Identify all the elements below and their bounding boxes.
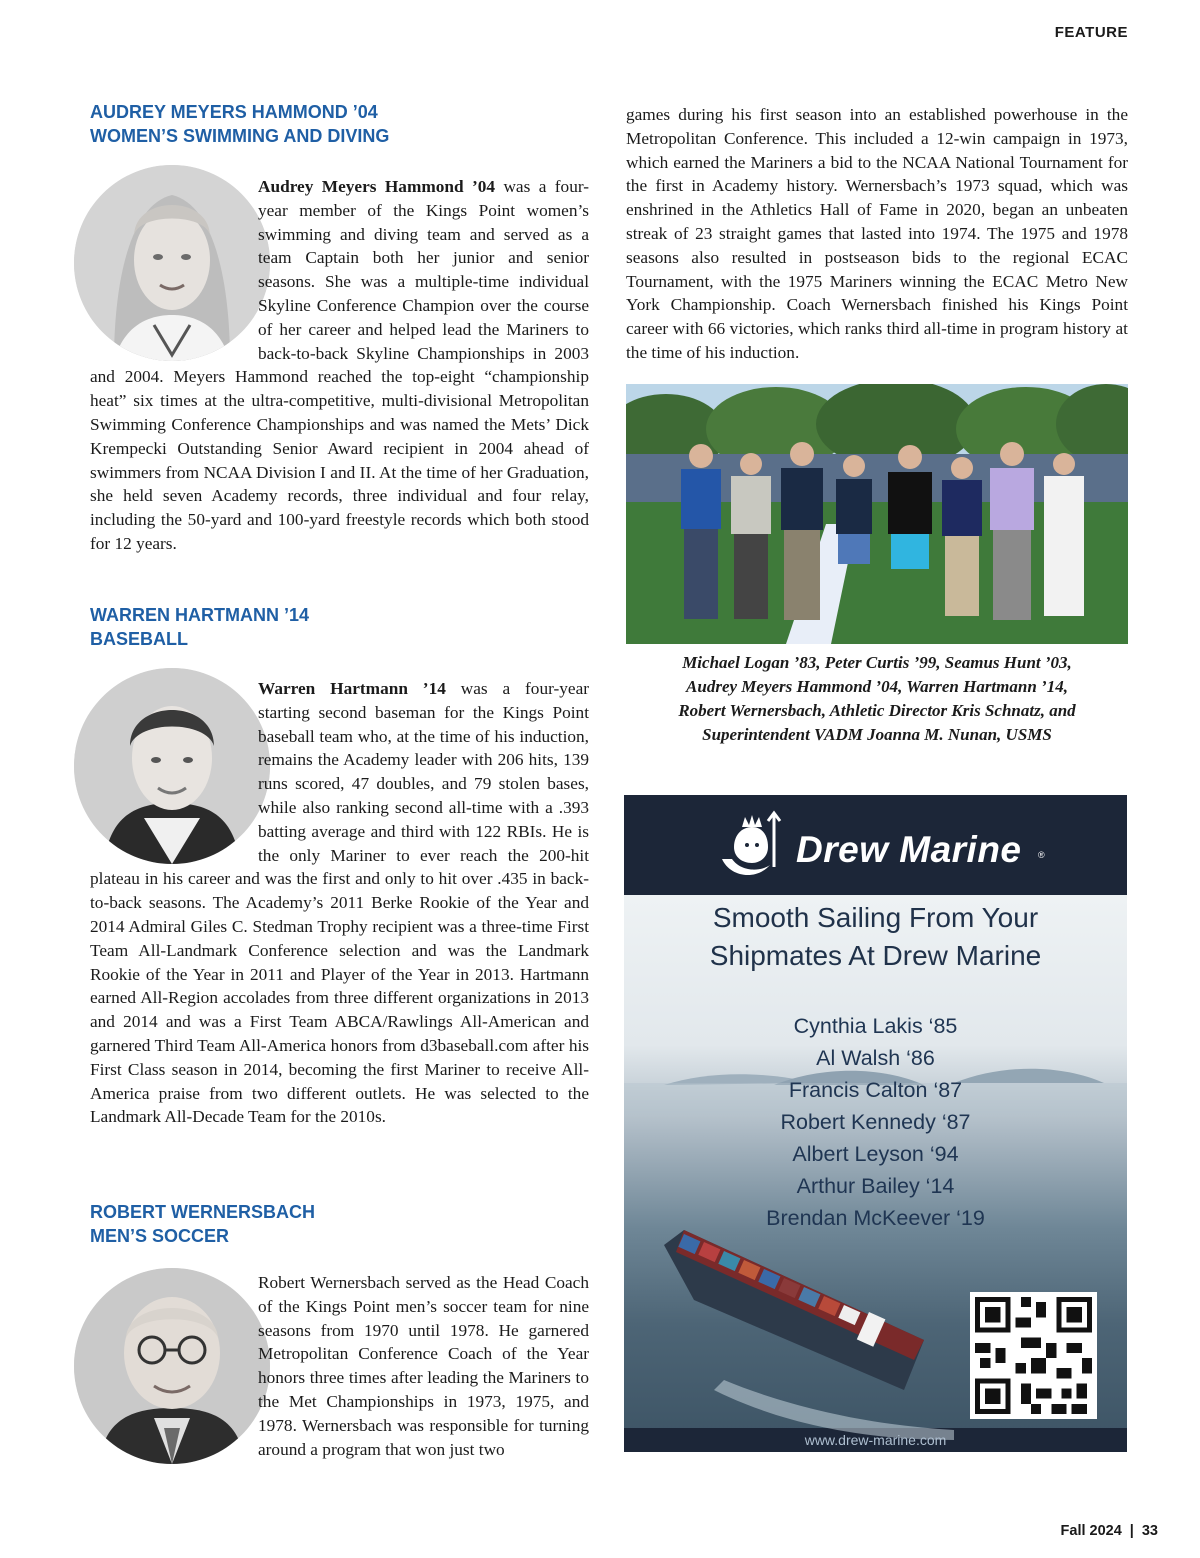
section-heading-hartmann [90, 603, 590, 651]
inductee-name: AUDREY MEYERS HAMMOND ’04 [90, 102, 378, 122]
registered-mark: ® [1038, 850, 1045, 860]
drew-marine-ad[interactable] [624, 795, 1127, 1452]
caption-line: Audrey Meyers Hammond ’04, Warren Hartmann ’14, [686, 677, 1068, 696]
article-body: Robert Wernersbach served as the Head Coach of the Kings Point men’s soccer team for nine seasons from 1970 until 1978. He garnered Metropolitan Conference Coach of the Year honors three times after leading the Mariners to the Met Championships in 1973, 1975, and 1978. Wernersbach was responsible for turning around a program that won just two [258, 1273, 589, 1459]
inductee-name: ROBERT WERNERSBACH [90, 1202, 315, 1222]
photo-caption [626, 651, 1128, 747]
ad-headline-line: Shipmates At Drew Marine [709, 940, 1042, 971]
portrait-wrap-space [90, 175, 258, 365]
article-continuation [626, 103, 1128, 365]
caption-line: Superintendent VADM Joanna M. Nunan, USMS [702, 725, 1052, 744]
container-ship-image [654, 1220, 954, 1440]
qr-code[interactable] [970, 1292, 1097, 1419]
section-heading-wernersbach [90, 1200, 590, 1248]
inductee-sport: BASEBALL [90, 629, 188, 649]
neptune-logo-icon [712, 807, 792, 887]
inductee-sport: WOMEN’S SWIMMING AND DIVING [90, 126, 390, 146]
portrait-wrap-space [90, 677, 258, 867]
inductee-name: WARREN HARTMANN ’14 [90, 605, 310, 625]
alumni-list [624, 1010, 1127, 1234]
caption-line: Michael Logan ’83, Peter Curtis ’99, Seamus Hunt ’03, [682, 653, 1072, 672]
article-body: was a four-year member of the Kings Point women’s swimming and diving team and served as a team Captain both her junior and senior seasons. She was a multiple-time individual Skyline Conference Champion over the course of her career and helped lead the Mariners to back-to-back Skyline Championships in 2003 and 2004. Meyers Hammond reached the top-eight “championship heat” six times at the ultra-competitive, multi-divisional Metropolitan Swimming Conference Championships and was named the Mets’ Dick Krempecki Outstanding Senior Award recipient in 2004 ahead of swimmers from NCAA Division I and II. At the time of her Graduation, she held seven Academy records, three individual and four relay, including the 50-yard and 100-yard freestyle records which both stood for 12 years. [90, 177, 589, 553]
ad-headline [624, 899, 1127, 975]
article-lead: Warren Hartmann ’14 [258, 679, 446, 698]
alumni-name: Francis Calton ‘87 [788, 1078, 963, 1102]
continuation-body: games during his first season into an established powerhouse in the Metropolitan Conference. This included a 12-win campaign in 1973, which earned the Mariners a bid to the NCAA National Tournament for the first in Academy history. Wernersbach’s 1973 squad, which was enshrined in the Athletics Hall of Fame in 2020, began an unbeaten streak of 23 straight games that lasted into 1974. The 1975 and 1978 seasons also resulted in postseason bids to the regional ECAC Tournament, with the 1975 Mariners winning the ECAC Metro New York Championship. Coach Wernersbach finished his Kings Point career with 66 victories, which ranks third all-time in program history at the time of his induction. [626, 105, 1128, 362]
page-number: 33 [1141, 1523, 1158, 1539]
alumni-name: Arthur Bailey ‘14 [796, 1174, 955, 1198]
article-hammond [90, 175, 589, 556]
ad-brand-name: Drew Marine [796, 829, 1022, 870]
section-label: FEATURE [1054, 24, 1128, 41]
page-footer [1061, 1523, 1158, 1539]
issue-label: Fall 2024 [1060, 1523, 1122, 1539]
alumni-name: Robert Kennedy ‘87 [780, 1110, 971, 1134]
article-lead: Audrey Meyers Hammond ’04 [258, 177, 496, 196]
article-hartmann [90, 677, 589, 1129]
footer-separator: | [1129, 1523, 1134, 1539]
group-photo [626, 384, 1128, 644]
alumni-name: Brendan McKeever ‘19 [766, 1206, 985, 1230]
article-body: was a four-year starting second baseman for the Kings Point baseball team who, at the time of his induction, remains the Academy leader with 206 hits, 139 runs scored, 47 doubles, and 79 stolen bases, while also ranking second all-time with a .393 batting average and third with 122 RBIs. He is the only Mariner to ever reach the 200-hit plateau in his career and was the first and only to hit over .435 in back-to-back seasons. The Academy’s 2011 Berke Rookie of the Year and 2014 Admiral Giles C. Stedman Trophy recipient was a three-time First Team All-Landmark Conference selection and was the Landmark Rookie of the Year in 2011 and Player of the Year in 2013. Hartmann earned All-Region accolades from three different organizations in 2013 and 2014 and was a First Team ABCA/Rawlings All-American and garnered Third Team All-America honors from d3baseball.com after his First Class season in 2014, becoming the first Mariner to receive All-America praise from two different outlets. He was selected to the Landmark All-Decade Team for the 2010s. [90, 679, 589, 1127]
alumni-name: Albert Leyson ‘94 [792, 1142, 959, 1166]
portrait-wrap-space [90, 1271, 258, 1461]
ad-headline-line: Smooth Sailing From Your [712, 902, 1039, 933]
section-heading-hammond [90, 100, 590, 148]
article-wernersbach [90, 1271, 589, 1461]
alumni-name: Al Walsh ‘86 [816, 1046, 935, 1070]
inductee-sport: MEN’S SOCCER [90, 1226, 230, 1246]
alumni-name: Cynthia Lakis ‘85 [793, 1014, 958, 1038]
ad-website-link[interactable]: www.drew-marine.com [804, 1432, 947, 1448]
caption-line: Robert Wernersbach, Athletic Director Kris Schnatz, and [678, 701, 1076, 720]
